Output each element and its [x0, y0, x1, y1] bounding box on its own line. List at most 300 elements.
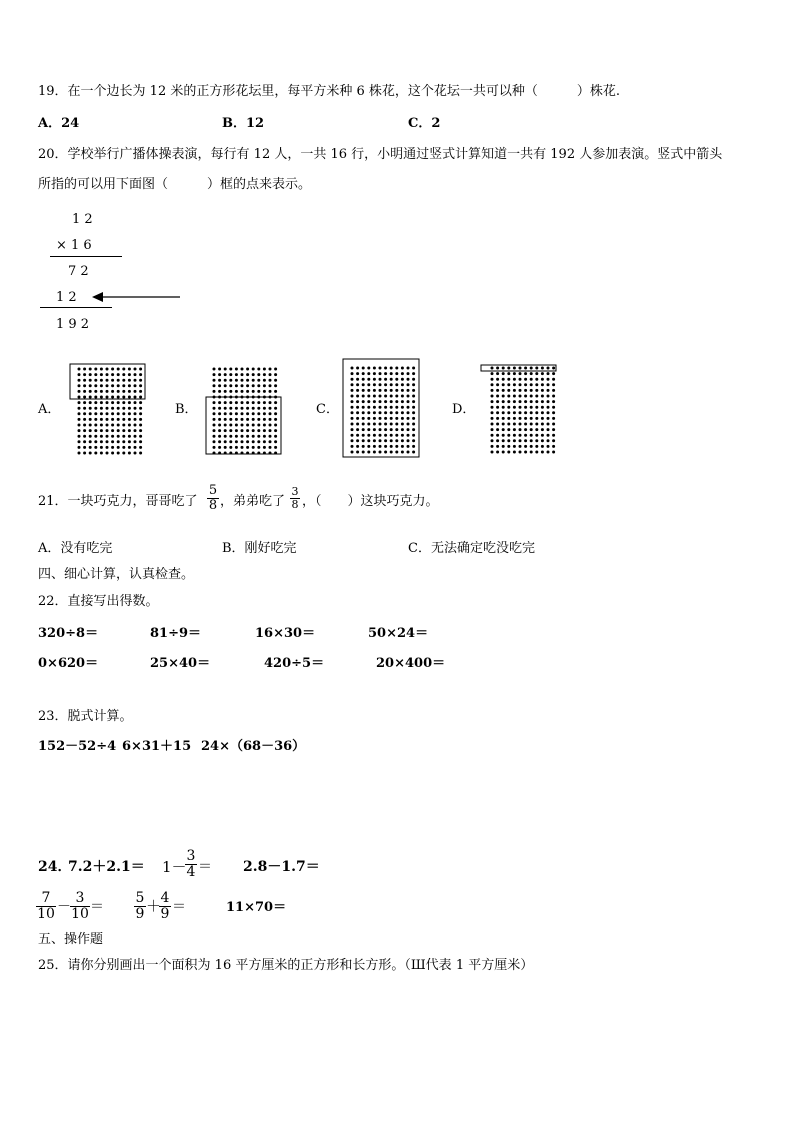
q23-item-2: 6×31＋15	[122, 739, 192, 754]
dot	[122, 368, 125, 371]
dot	[213, 368, 216, 371]
dot	[412, 417, 415, 420]
dot	[407, 439, 410, 442]
vertical-row3: 7 2	[68, 264, 89, 279]
dot	[263, 412, 266, 415]
dot	[94, 407, 97, 410]
dot	[384, 378, 387, 381]
dot	[122, 390, 125, 393]
dot	[351, 400, 354, 403]
dot	[111, 446, 114, 449]
dot	[407, 445, 410, 448]
dot	[128, 373, 131, 376]
dot	[524, 428, 527, 431]
dot	[507, 367, 510, 370]
dot	[496, 439, 499, 442]
q24-expr-1: 7.2＋2.1＝	[68, 859, 145, 875]
dot	[384, 439, 387, 442]
dot	[519, 411, 522, 414]
dot	[241, 407, 244, 410]
dot	[407, 417, 410, 420]
dot	[541, 439, 544, 442]
dot	[246, 379, 249, 382]
dot	[530, 423, 533, 426]
dot	[390, 400, 393, 403]
dot	[89, 401, 92, 404]
dot	[128, 429, 131, 432]
dot	[122, 401, 125, 404]
dot	[535, 451, 538, 454]
dot	[83, 407, 86, 410]
dot	[513, 383, 516, 386]
dot	[491, 378, 494, 381]
dot	[519, 400, 522, 403]
dot-grid-d[interactable]	[476, 358, 566, 458]
dot	[535, 389, 538, 392]
dot	[356, 411, 359, 414]
dot	[100, 440, 103, 443]
dot	[491, 389, 494, 392]
dot	[128, 396, 131, 399]
dot	[407, 428, 410, 431]
dot	[252, 446, 255, 449]
dot	[111, 384, 114, 387]
dot	[252, 384, 255, 387]
dot	[117, 379, 120, 382]
q21-option-c: C．无法确定吃没吃完	[408, 541, 535, 556]
dot	[139, 407, 142, 410]
vertical-rule-2	[40, 307, 112, 308]
dot	[491, 400, 494, 403]
dot	[401, 434, 404, 437]
dot	[373, 417, 376, 420]
dot	[117, 368, 120, 371]
dot	[367, 411, 370, 414]
dot	[367, 395, 370, 398]
dot	[356, 445, 359, 448]
dot	[356, 383, 359, 386]
dot	[252, 440, 255, 443]
dot	[257, 429, 260, 432]
dot	[213, 401, 216, 404]
dot	[395, 434, 398, 437]
dot	[384, 428, 387, 431]
dot	[229, 384, 232, 387]
dot	[218, 429, 221, 432]
dot	[218, 401, 221, 404]
dot	[356, 434, 359, 437]
dot	[395, 400, 398, 403]
dot	[379, 395, 382, 398]
dot	[390, 428, 393, 431]
dot	[373, 445, 376, 448]
dot	[384, 400, 387, 403]
dot	[241, 418, 244, 421]
dot	[224, 412, 227, 415]
dot	[218, 390, 221, 393]
dot	[384, 395, 387, 398]
dot	[535, 439, 538, 442]
dot	[269, 373, 272, 376]
dot	[128, 424, 131, 427]
dot-grid-c[interactable]	[338, 355, 428, 463]
dot	[362, 406, 365, 409]
dot	[507, 378, 510, 381]
dot	[134, 379, 137, 382]
dot	[541, 395, 544, 398]
q20-label-c: C．	[316, 402, 339, 417]
dot	[111, 435, 114, 438]
dot	[552, 372, 555, 375]
dot	[552, 400, 555, 403]
dot	[78, 401, 81, 404]
dot	[401, 395, 404, 398]
q20-label-a: A．	[38, 402, 61, 417]
q24-expr-4-fraction-2	[70, 891, 90, 922]
dot	[122, 424, 125, 427]
dot	[513, 378, 516, 381]
dot	[502, 367, 505, 370]
dot	[117, 429, 120, 432]
dot	[362, 411, 365, 414]
dot	[519, 372, 522, 375]
dot	[218, 407, 221, 410]
q24-expr-2-num: 3	[186, 848, 196, 864]
dot	[524, 367, 527, 370]
dot	[241, 390, 244, 393]
dot	[100, 368, 103, 371]
dot	[241, 424, 244, 427]
dot	[541, 411, 544, 414]
dot	[246, 418, 249, 421]
dot	[106, 435, 109, 438]
dot	[89, 452, 92, 455]
dot	[507, 434, 510, 437]
dot	[502, 411, 505, 414]
dot	[367, 400, 370, 403]
dot	[373, 423, 376, 426]
dot	[274, 379, 277, 382]
dot	[373, 451, 376, 454]
dot	[224, 401, 227, 404]
dot	[507, 451, 510, 454]
q24-label: 24．	[38, 859, 72, 875]
dot	[384, 445, 387, 448]
dot	[241, 435, 244, 438]
dot	[541, 406, 544, 409]
dot	[524, 423, 527, 426]
dot	[224, 368, 227, 371]
dot	[356, 439, 359, 442]
dot	[89, 384, 92, 387]
dot	[111, 418, 114, 421]
vertical-row1: 1 2	[72, 212, 93, 227]
dot	[83, 446, 86, 449]
dot	[252, 407, 255, 410]
dot	[379, 434, 382, 437]
dot	[218, 418, 221, 421]
dot	[390, 383, 393, 386]
dot	[507, 400, 510, 403]
q24-expr-3: 2.8－1.7＝	[243, 859, 320, 875]
dot	[384, 406, 387, 409]
dot	[412, 367, 415, 370]
dot	[552, 445, 555, 448]
q21-part1: 21．一块巧克力，哥哥吃了	[38, 494, 198, 509]
dot	[89, 379, 92, 382]
dot	[390, 439, 393, 442]
dot	[78, 384, 81, 387]
dot-grid-b[interactable]	[198, 358, 298, 458]
dot	[117, 424, 120, 427]
q22-r1-c1: 320÷8＝	[38, 626, 99, 641]
dot	[502, 445, 505, 448]
dot	[530, 389, 533, 392]
dot	[407, 372, 410, 375]
dot	[541, 389, 544, 392]
dot	[78, 435, 81, 438]
dot	[111, 440, 114, 443]
dot	[252, 412, 255, 415]
dot	[541, 367, 544, 370]
dot	[379, 417, 382, 420]
dot	[117, 440, 120, 443]
dot	[547, 389, 550, 392]
dot	[552, 417, 555, 420]
dot	[224, 384, 227, 387]
dot	[100, 418, 103, 421]
dot	[356, 372, 359, 375]
dot	[134, 412, 137, 415]
dot	[373, 395, 376, 398]
dot	[139, 412, 142, 415]
dot	[496, 423, 499, 426]
dot	[412, 423, 415, 426]
dot	[524, 372, 527, 375]
dot	[530, 383, 533, 386]
dot	[519, 445, 522, 448]
dot	[530, 400, 533, 403]
dot	[519, 423, 522, 426]
dot	[139, 384, 142, 387]
dot	[117, 384, 120, 387]
dot	[128, 379, 131, 382]
dot	[128, 384, 131, 387]
dot	[78, 446, 81, 449]
vertical-row2: × 1 6	[56, 238, 92, 253]
dot	[83, 390, 86, 393]
dot	[263, 435, 266, 438]
dot	[269, 407, 272, 410]
dot	[257, 424, 260, 427]
dot	[83, 401, 86, 404]
dot	[513, 372, 516, 375]
dot	[412, 395, 415, 398]
dot	[351, 445, 354, 448]
dot	[384, 372, 387, 375]
dot	[513, 367, 516, 370]
dot	[224, 418, 227, 421]
dot	[502, 400, 505, 403]
dot	[502, 389, 505, 392]
q22-r2-c4: 20×400＝	[376, 656, 446, 671]
dot	[351, 428, 354, 431]
dot	[390, 406, 393, 409]
dot	[94, 368, 97, 371]
section-4-heading: 四、细心计算，认真检查。	[38, 567, 195, 582]
dot	[269, 435, 272, 438]
dot	[390, 417, 393, 420]
dot	[229, 424, 232, 427]
dot	[218, 435, 221, 438]
dot	[252, 424, 255, 427]
dot	[507, 411, 510, 414]
q22-r1-c3: 16×30＝	[255, 626, 316, 641]
dot	[100, 401, 103, 404]
dot	[94, 435, 97, 438]
dot	[395, 406, 398, 409]
dot	[122, 446, 125, 449]
dot	[229, 429, 232, 432]
dot	[246, 390, 249, 393]
dot	[117, 412, 120, 415]
dot	[395, 428, 398, 431]
dot	[390, 395, 393, 398]
dot	[373, 389, 376, 392]
q20-label-d: D．	[452, 402, 476, 417]
dot	[351, 451, 354, 454]
dot	[395, 411, 398, 414]
dot	[513, 411, 516, 414]
dot	[491, 411, 494, 414]
dot	[384, 367, 387, 370]
dot	[106, 452, 109, 455]
dot	[252, 379, 255, 382]
dot	[83, 412, 86, 415]
dot	[139, 373, 142, 376]
q21-frac2-num: 3	[291, 485, 299, 498]
dot	[373, 378, 376, 381]
dot	[100, 390, 103, 393]
dot	[213, 379, 216, 382]
dot	[535, 423, 538, 426]
dot	[496, 434, 499, 437]
dot	[235, 384, 238, 387]
dot	[535, 367, 538, 370]
dot	[496, 395, 499, 398]
dot	[373, 411, 376, 414]
dot	[89, 418, 92, 421]
dot	[502, 423, 505, 426]
dot	[100, 379, 103, 382]
dot	[373, 383, 376, 386]
dot	[535, 372, 538, 375]
dot	[122, 407, 125, 410]
dot	[496, 406, 499, 409]
dot	[496, 389, 499, 392]
dot	[100, 446, 103, 449]
dot	[407, 434, 410, 437]
q24-expr-5-d1: 9	[135, 906, 145, 922]
dot	[496, 428, 499, 431]
dot	[257, 384, 260, 387]
dot	[519, 383, 522, 386]
dot	[502, 439, 505, 442]
dot	[134, 435, 137, 438]
dot	[530, 406, 533, 409]
dot	[547, 411, 550, 414]
dot	[552, 395, 555, 398]
dot	[117, 418, 120, 421]
dot	[235, 429, 238, 432]
dot	[362, 423, 365, 426]
dot	[362, 451, 365, 454]
dot	[229, 401, 232, 404]
dot	[269, 429, 272, 432]
dot	[128, 418, 131, 421]
dot	[356, 378, 359, 381]
dot	[246, 368, 249, 371]
q24-expr-5-d2: 9	[160, 906, 170, 922]
dot	[401, 406, 404, 409]
dot	[78, 412, 81, 415]
dot	[246, 401, 249, 404]
dot	[519, 395, 522, 398]
dot	[241, 384, 244, 387]
dot	[519, 428, 522, 431]
dot	[535, 400, 538, 403]
dot	[379, 423, 382, 426]
dot	[100, 407, 103, 410]
dot	[379, 378, 382, 381]
q24-expr-4-eq: ＝	[90, 899, 104, 915]
dot	[401, 383, 404, 386]
dot	[128, 390, 131, 393]
dot	[213, 429, 216, 432]
dot	[235, 435, 238, 438]
dot	[218, 412, 221, 415]
dot	[139, 452, 142, 455]
dot	[384, 423, 387, 426]
dot	[362, 417, 365, 420]
q24-expr-4-n2: 3	[75, 890, 85, 906]
dot	[122, 435, 125, 438]
dot	[351, 395, 354, 398]
dot	[235, 379, 238, 382]
dot	[139, 424, 142, 427]
dot	[535, 383, 538, 386]
dot	[362, 372, 365, 375]
dot	[530, 451, 533, 454]
dot-grid-a[interactable]	[62, 358, 162, 458]
dot	[496, 372, 499, 375]
dot	[224, 390, 227, 393]
dot	[412, 411, 415, 414]
dot	[213, 440, 216, 443]
dot	[552, 406, 555, 409]
dot	[111, 401, 114, 404]
dot	[491, 383, 494, 386]
dot	[269, 418, 272, 421]
dot	[229, 435, 232, 438]
q24-expr-2-eq: ＝	[198, 859, 212, 875]
dot	[412, 406, 415, 409]
q23-item-3: 24×（68－36）	[201, 739, 306, 754]
dot	[541, 428, 544, 431]
dot	[263, 401, 266, 404]
dot	[507, 417, 510, 420]
dot	[524, 395, 527, 398]
